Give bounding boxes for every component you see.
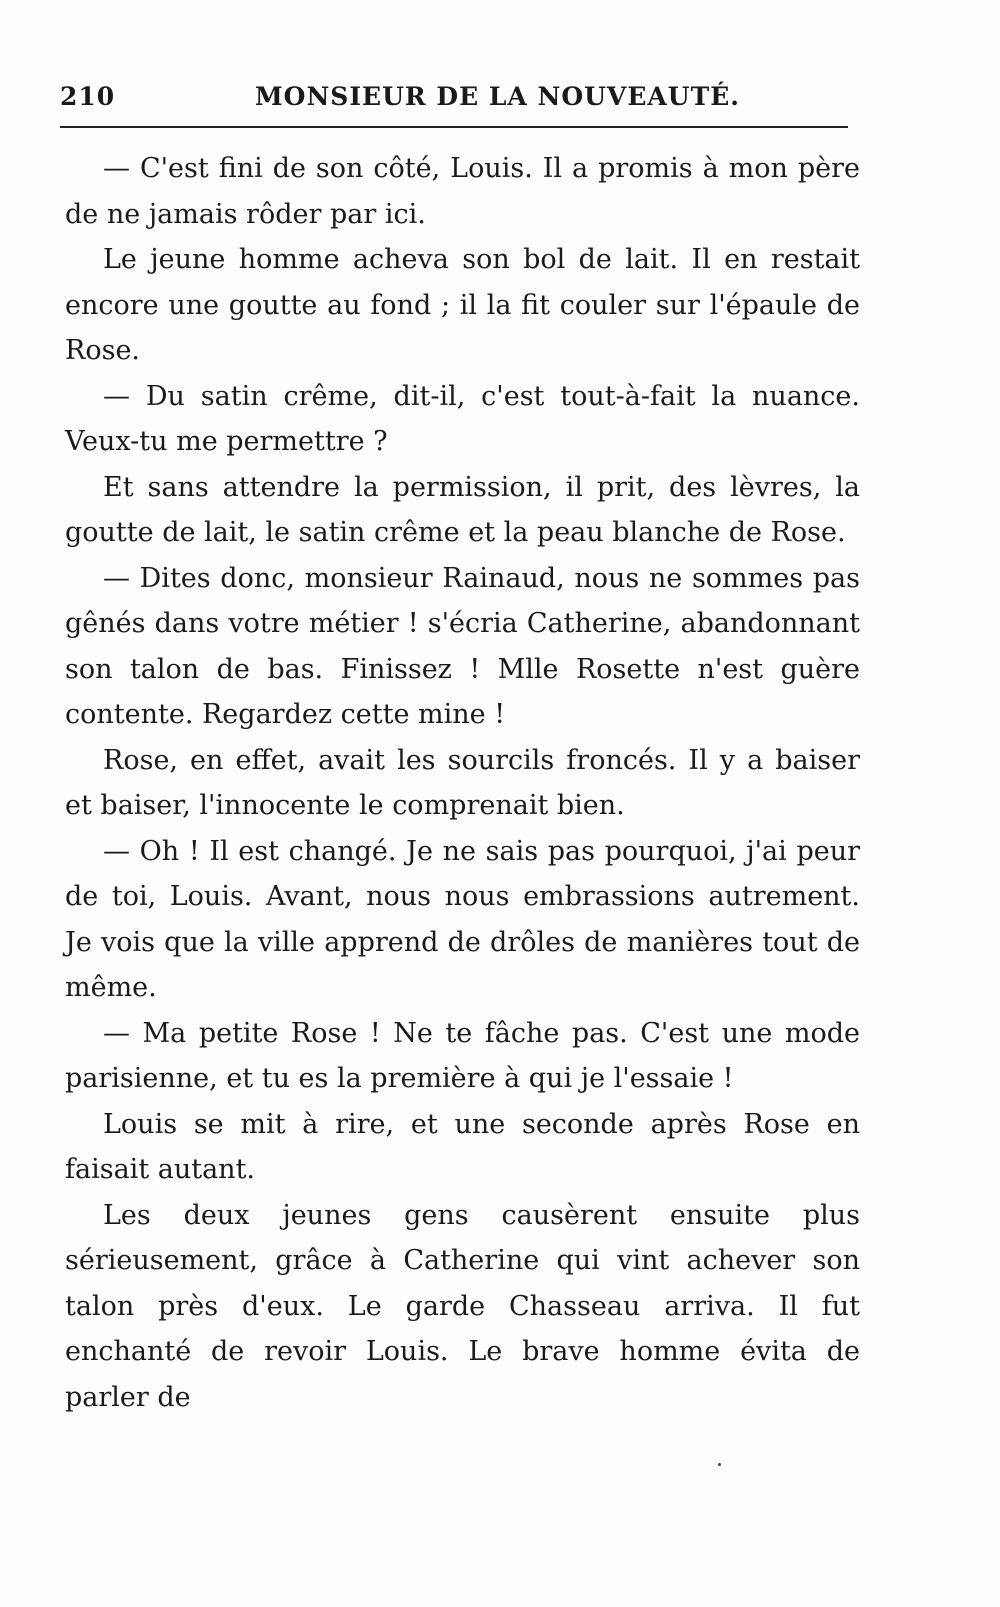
header-rule: [60, 126, 848, 128]
paragraph: — Oh ! Il est changé. Je ne sais pas pourquoi, j'ai peur de toi, Louis. Avant, nous nous embrassions autrement. Je vois que la ville apprend de drôles de manières tout de même.: [65, 835, 860, 1003]
running-title: MONSIEUR DE LA NOUVEAUTÉ.: [255, 82, 740, 111]
paragraph: Et sans attendre la permission, il prit, des lèvres, la goutte de lait, le satin crême et la peau blanche de Rose.: [65, 471, 860, 548]
paragraph: Louis se mit à rire, et une seconde après Rose en faisait autant.: [65, 1108, 860, 1185]
paragraph: Les deux jeunes gens causèrent ensuite plus sérieusement, grâce à Catherine qui vint achever son talon près d'eux. Le garde Chasseau arriva. Il fut enchanté de revoir Louis. Le brave homme évita de parler de: [65, 1199, 860, 1413]
body-text: [65, 146, 860, 1420]
ink-speck: [718, 1463, 721, 1466]
paragraph: Le jeune homme acheva son bol de lait. Il en restait encore une goutte au fond ; il la fit couler sur l'épaule de Rose.: [65, 244, 860, 366]
paragraph: Rose, en effet, avait les sourcils froncés. Il y a baiser et baiser, l'innocente le comprenait bien.: [65, 744, 860, 821]
page-number: 210: [60, 82, 116, 111]
paragraph: — Du satin crême, dit-il, c'est tout-à-fait la nuance. Veux-tu me permettre ?: [65, 380, 860, 457]
paragraph: — Ma petite Rose ! Ne te fâche pas. C'est une mode parisienne, et tu es la première à qui je l'essaie !: [65, 1017, 860, 1094]
paragraph: — C'est fini de son côté, Louis. Il a promis à mon père de ne jamais rôder par ici.: [65, 153, 860, 230]
page-header: [60, 82, 860, 122]
paragraph: — Dites donc, monsieur Rainaud, nous ne sommes pas gênés dans votre métier ! s'écria Catherine, abandonnant son talon de bas. Finissez ! Mlle Rosette n'est guère contente. Regardez cette mine !: [65, 562, 860, 730]
